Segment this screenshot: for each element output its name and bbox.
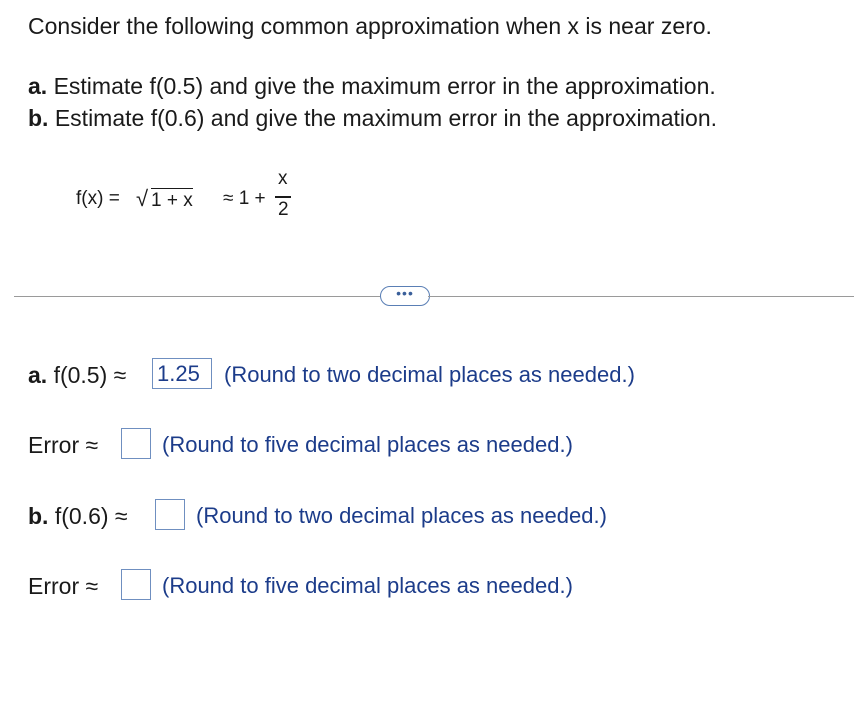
error-1-hint: (Round to five decimal places as needed.) xyxy=(162,432,573,457)
error-1-input[interactable] xyxy=(121,428,151,459)
answer-a-input[interactable]: 1.25 xyxy=(152,358,212,389)
error-2-hint: (Round to five decimal places as needed.) xyxy=(162,573,573,598)
divider-right xyxy=(428,296,854,297)
question-part-a xyxy=(28,73,716,100)
answer-a-hint: (Round to two decimal places as needed.) xyxy=(224,362,635,387)
formula-lhs: f(x) = xyxy=(76,188,120,209)
answer-b-label xyxy=(28,503,128,530)
formula-radicand: 1 + x xyxy=(151,190,193,211)
error-2-input[interactable] xyxy=(121,569,151,600)
question-part-b xyxy=(28,105,717,132)
fraction-numerator: x xyxy=(278,168,288,189)
answer-a-label xyxy=(28,362,126,389)
error-1-label: Error ≈ xyxy=(28,432,99,458)
answer-b-input[interactable] xyxy=(155,499,185,530)
answer-b-label-bold: b. xyxy=(28,503,49,529)
formula-approx: ≈ 1 + xyxy=(223,188,266,209)
part-a-text: Estimate f(0.5) and give the maximum error in the approximation. xyxy=(47,73,716,99)
divider-left xyxy=(14,296,380,297)
radical-sign: √ xyxy=(136,186,149,211)
answer-a-label-bold: a. xyxy=(28,362,48,388)
fraction-denominator: 2 xyxy=(278,199,289,220)
answer-b-label-text: f(0.6) ≈ xyxy=(48,503,128,529)
part-b-label: b. xyxy=(28,105,49,131)
part-a-label: a. xyxy=(28,73,48,99)
part-b-text: Estimate f(0.6) and give the maximum error in the approximation. xyxy=(48,105,718,131)
show-more-button[interactable]: ••• xyxy=(380,286,430,306)
answer-a-label-text: f(0.5) ≈ xyxy=(47,362,127,388)
fraction-bar xyxy=(275,196,291,198)
error-2-label: Error ≈ xyxy=(28,573,99,599)
question-intro: Consider the following common approximation when x is near zero. xyxy=(28,13,712,39)
answer-b-hint: (Round to two decimal places as needed.) xyxy=(196,503,607,528)
